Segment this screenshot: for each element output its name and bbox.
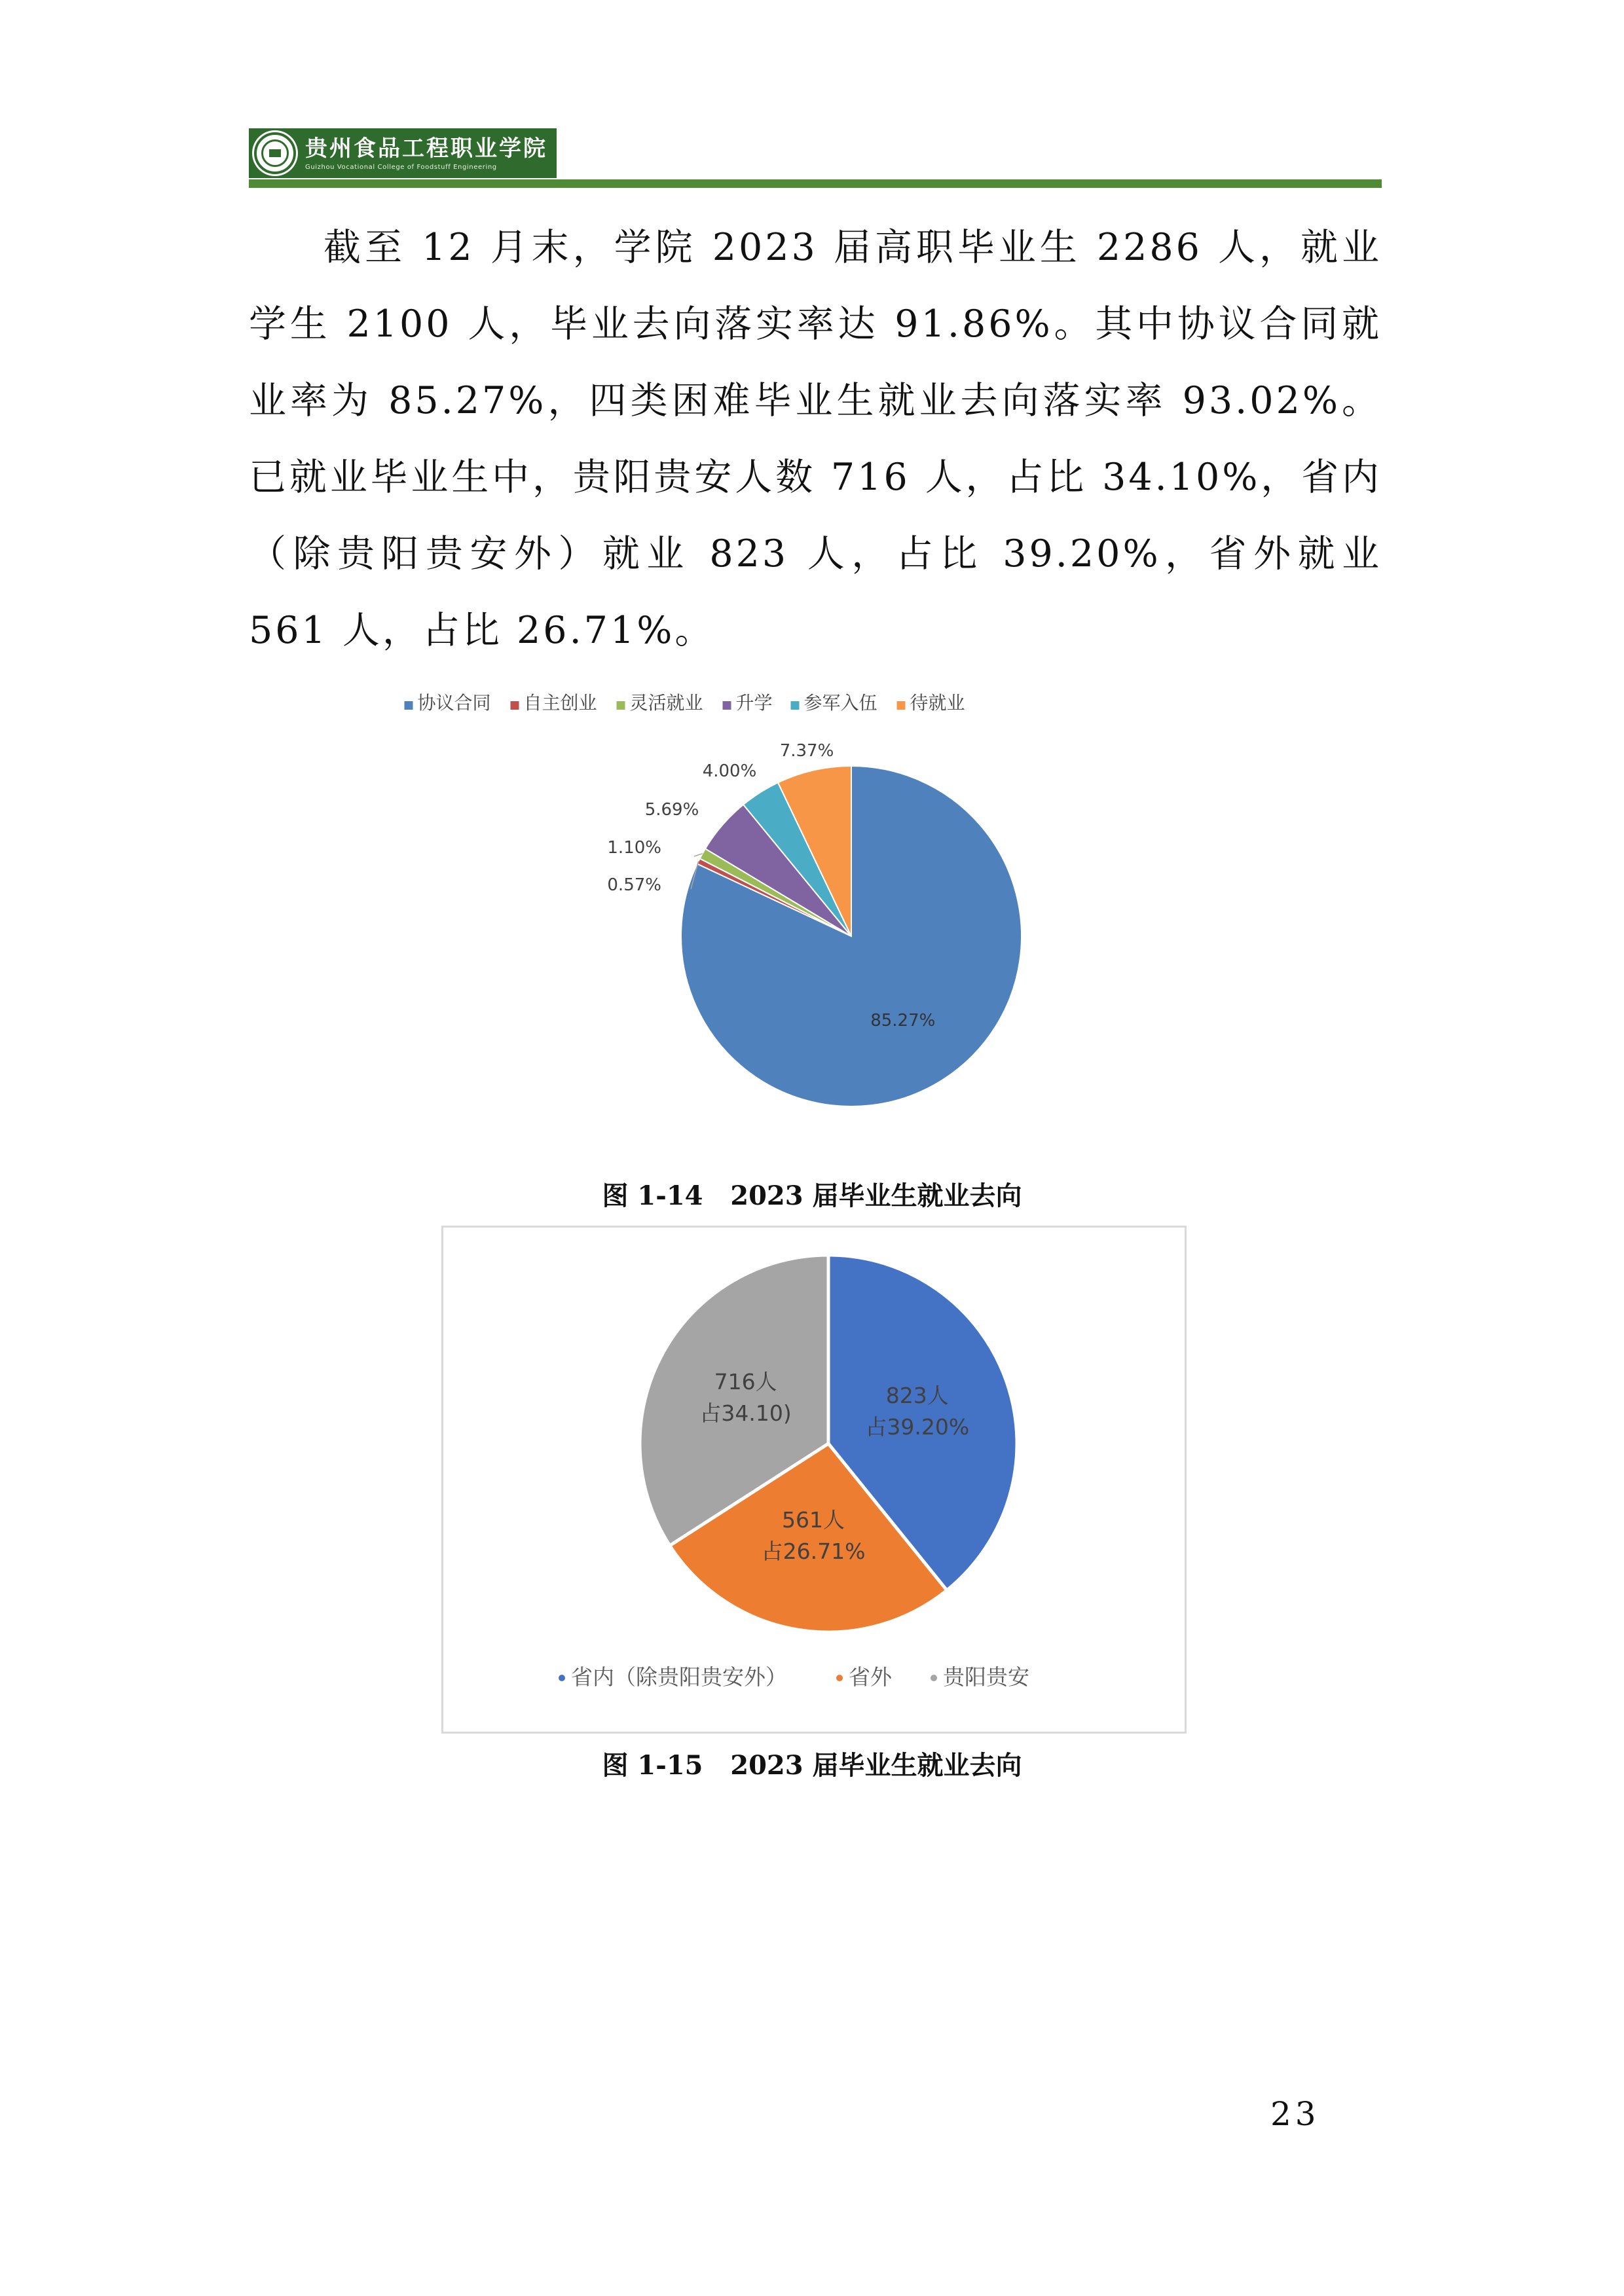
data-label-2: 0.57% — [607, 875, 661, 895]
legend-swatch-4 — [723, 701, 731, 710]
data-label-4: 5.69% — [644, 800, 699, 820]
legend-marker-1 — [559, 1675, 565, 1681]
legend-swatch-2 — [511, 701, 519, 710]
legend-label-4: 升学 — [735, 692, 773, 714]
data-label-6: 7.37% — [779, 741, 834, 761]
legend-label-2: 自主创业 — [523, 692, 597, 714]
page-number: 23 — [1270, 2095, 1320, 2133]
legend-label-2: 省外 — [849, 1664, 892, 1690]
data-label-2-line-1: 561人 — [782, 1507, 845, 1533]
legend-marker-3 — [931, 1675, 937, 1681]
legend-label-3: 灵活就业 — [629, 692, 703, 714]
chart-frame-employment-location — [441, 1226, 1187, 1734]
legend-label-3: 贵阳贵安 — [943, 1664, 1029, 1690]
school-name-cn: 贵州食品工程职业学院 — [305, 136, 547, 162]
legend-swatch-1 — [405, 701, 413, 710]
school-logo-banner — [249, 128, 557, 178]
legend-swatch-3 — [617, 701, 625, 710]
header-divider — [249, 179, 1382, 188]
data-label-3-line-1: 716人 — [714, 1369, 777, 1395]
data-label-5: 4.00% — [702, 761, 757, 781]
body-paragraph: 截至 12 月末，学院 2023 届高职毕业生 2286 人，就业学生 2100 人，毕业去向落实率达 91.86%。其中协议合同就业率为 85.27%，四类困难毕业生就业去向落实率 93.02%。已就业毕业生中，贵阳贵安人数 716 人，占比 34.10%，省内（除贵阳贵安外）就业 823 人，占比 39.20%，省外就业 561 人，占比 26.71%。 — [249, 226, 1382, 652]
data-label-2-line-2: 占26.71% — [761, 1539, 866, 1565]
data-label-3: 1.10% — [607, 838, 661, 858]
pie-chart-employment-destination — [367, 681, 1022, 1126]
data-label-1-line-2: 占39.20% — [865, 1414, 970, 1440]
figure-caption-1-15: 图 1-15 2023 届毕业生就业去向 — [602, 1750, 1022, 1781]
pie-chart-employment-location — [443, 1228, 1185, 1732]
data-label-1: 85.27% — [870, 1010, 936, 1030]
legend-label-1: 协议合同 — [417, 692, 491, 714]
legend-label-6: 待就业 — [910, 692, 965, 714]
school-emblem-icon — [254, 132, 296, 174]
data-label-3-line-2: 占34.10) — [699, 1400, 792, 1427]
school-name-en: Guizhou Vocational College of Foodstuff Engineering — [305, 164, 497, 171]
legend-marker-2 — [836, 1675, 843, 1681]
legend-label-5: 参军入伍 — [803, 692, 877, 714]
legend-swatch-6 — [897, 701, 906, 710]
legend-label-1: 省内（除贵阳贵安外） — [571, 1664, 787, 1690]
legend-swatch-5 — [791, 701, 800, 710]
data-label-1-line-1: 823人 — [885, 1383, 949, 1409]
figure-caption-1-14: 图 1-14 2023 届毕业生就业去向 — [602, 1180, 1022, 1211]
